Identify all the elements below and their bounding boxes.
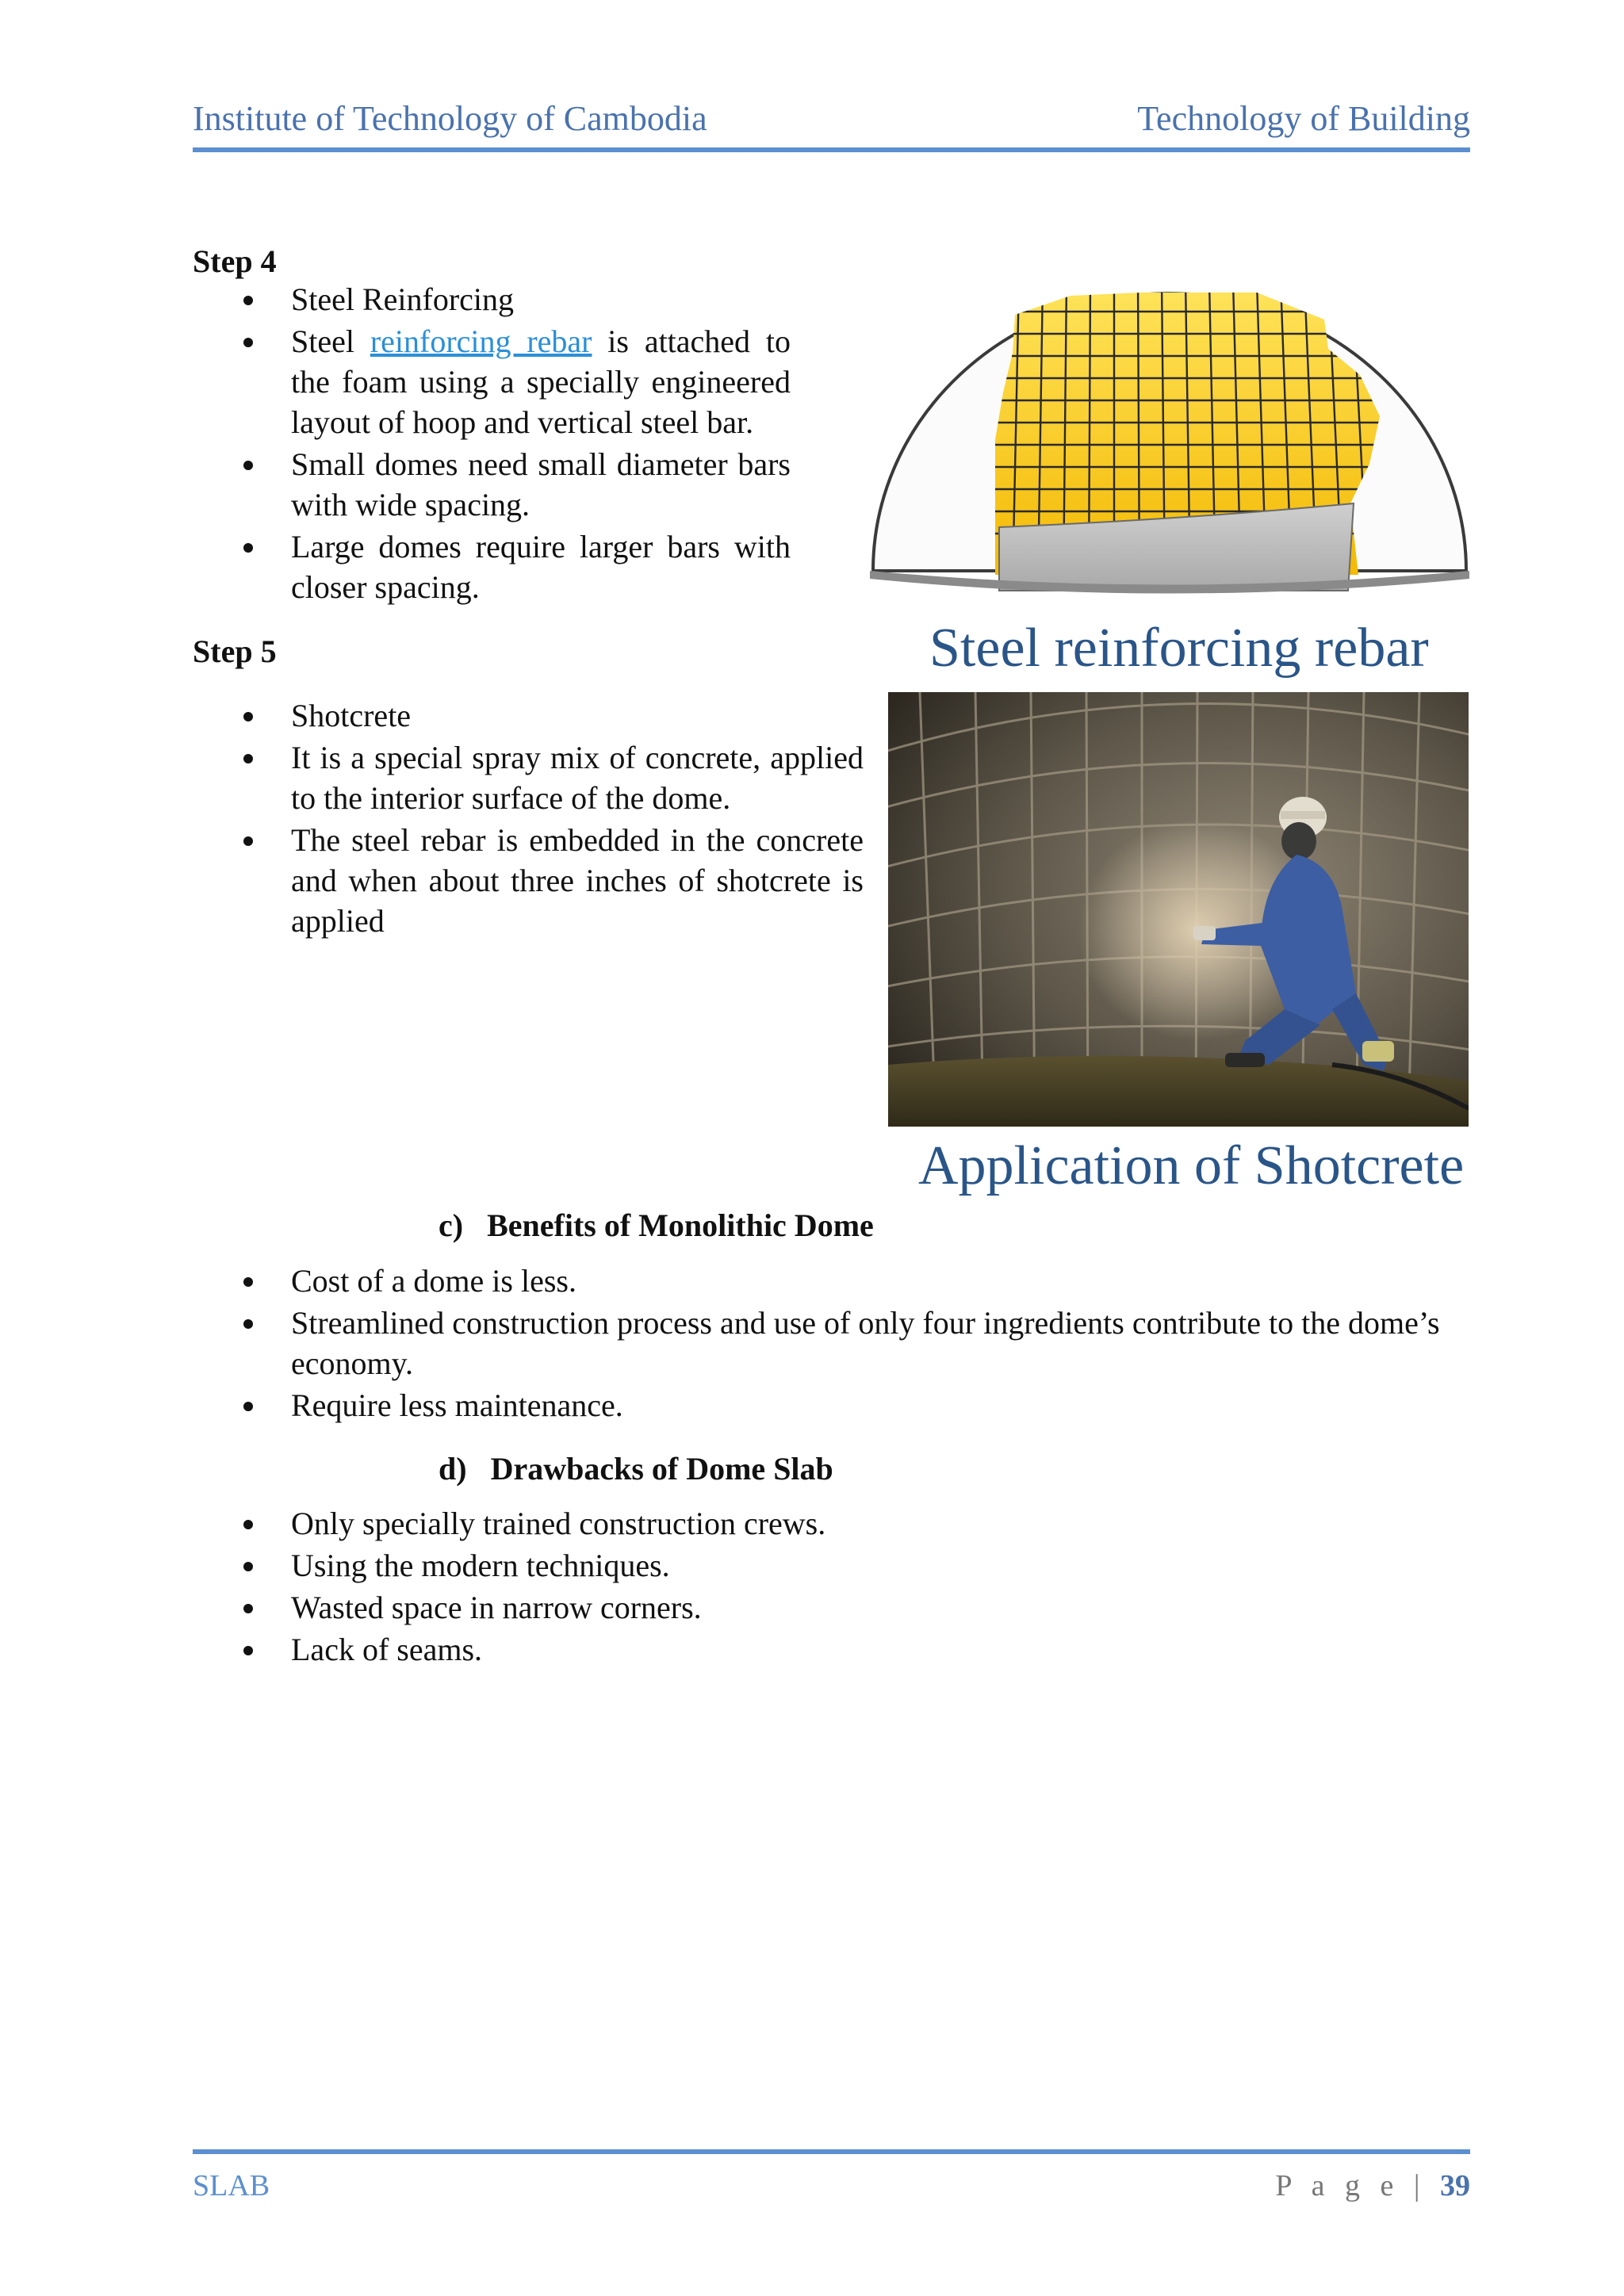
list-item: Steel reinforcing rebar is attached to the foam using a specially engineered layout of hoop and vertical steel bar. <box>291 321 791 442</box>
list-item: Only specially trained construction crews. <box>291 1503 1473 1544</box>
dome-rebar-image <box>868 258 1471 607</box>
step5-list <box>291 695 864 943</box>
bullet-icon <box>243 1562 253 1571</box>
page-number: 39 <box>1440 2169 1470 2202</box>
bullet-icon <box>243 712 253 721</box>
bullet-icon <box>243 1319 253 1329</box>
list-item: Streamlined construction process and use of only four ingredients contribute to the dome’s economy. <box>291 1303 1473 1383</box>
benefits-heading: c) Benefits of Monolithic Dome <box>439 1207 874 1243</box>
footer-rule <box>193 2149 1470 2154</box>
reinforcing-rebar-link[interactable]: reinforcing rebar <box>370 323 592 359</box>
list-item: Lack of seams. <box>291 1629 1473 1670</box>
page-label: P a g e | <box>1275 2169 1427 2202</box>
header-rule <box>193 147 1470 152</box>
bullet-icon <box>243 754 253 763</box>
bullet-icon <box>243 1646 253 1655</box>
list-item: Small domes need small diameter bars with wide spacing. <box>291 444 791 525</box>
bullet-icon <box>243 1520 253 1529</box>
list-item: It is a special spray mix of concrete, applied to the interior surface of the dome. <box>291 737 864 818</box>
list-item: Require less maintenance. <box>291 1385 1473 1425</box>
figure1-caption: Steel reinforcing rebar <box>929 618 1429 679</box>
step4-list <box>291 279 791 609</box>
bullet-icon <box>243 338 253 347</box>
drawbacks-heading: d) Drawbacks of Dome Slab <box>439 1451 833 1487</box>
list-item: Steel Reinforcing <box>291 279 791 320</box>
list-item: Cost of a dome is less. <box>291 1261 1473 1301</box>
bullet-icon <box>243 461 253 470</box>
list-item: Wasted space in narrow corners. <box>291 1587 1473 1628</box>
header-course: Technology of Building <box>1137 99 1470 138</box>
bullet-icon <box>243 1604 253 1613</box>
list-item: Large domes require larger bars with closer spacing. <box>291 526 791 607</box>
step4-heading: Step 4 <box>193 243 277 279</box>
list-item: Using the modern techniques. <box>291 1545 1473 1586</box>
bullet-icon <box>243 1277 253 1287</box>
figure2-caption: Application of Shotcrete <box>918 1135 1465 1196</box>
drawbacks-list <box>291 1503 1473 1671</box>
bullet-icon <box>243 543 253 553</box>
footer-section: SLAB <box>193 2169 270 2202</box>
bullet-icon <box>243 296 253 305</box>
footer-page <box>1275 2168 1470 2203</box>
header-institute: Institute of Technology of Cambodia <box>193 99 707 138</box>
list-item: The steel rebar is embedded in the concrete and when about three inches of shotcrete is applied <box>291 820 864 941</box>
shotcrete-photo <box>888 692 1469 1127</box>
bullet-icon <box>243 836 253 846</box>
list-item: Shotcrete <box>291 695 864 736</box>
bullet-icon <box>243 1402 253 1411</box>
benefits-list <box>291 1261 1473 1427</box>
step5-heading: Step 5 <box>193 633 277 669</box>
